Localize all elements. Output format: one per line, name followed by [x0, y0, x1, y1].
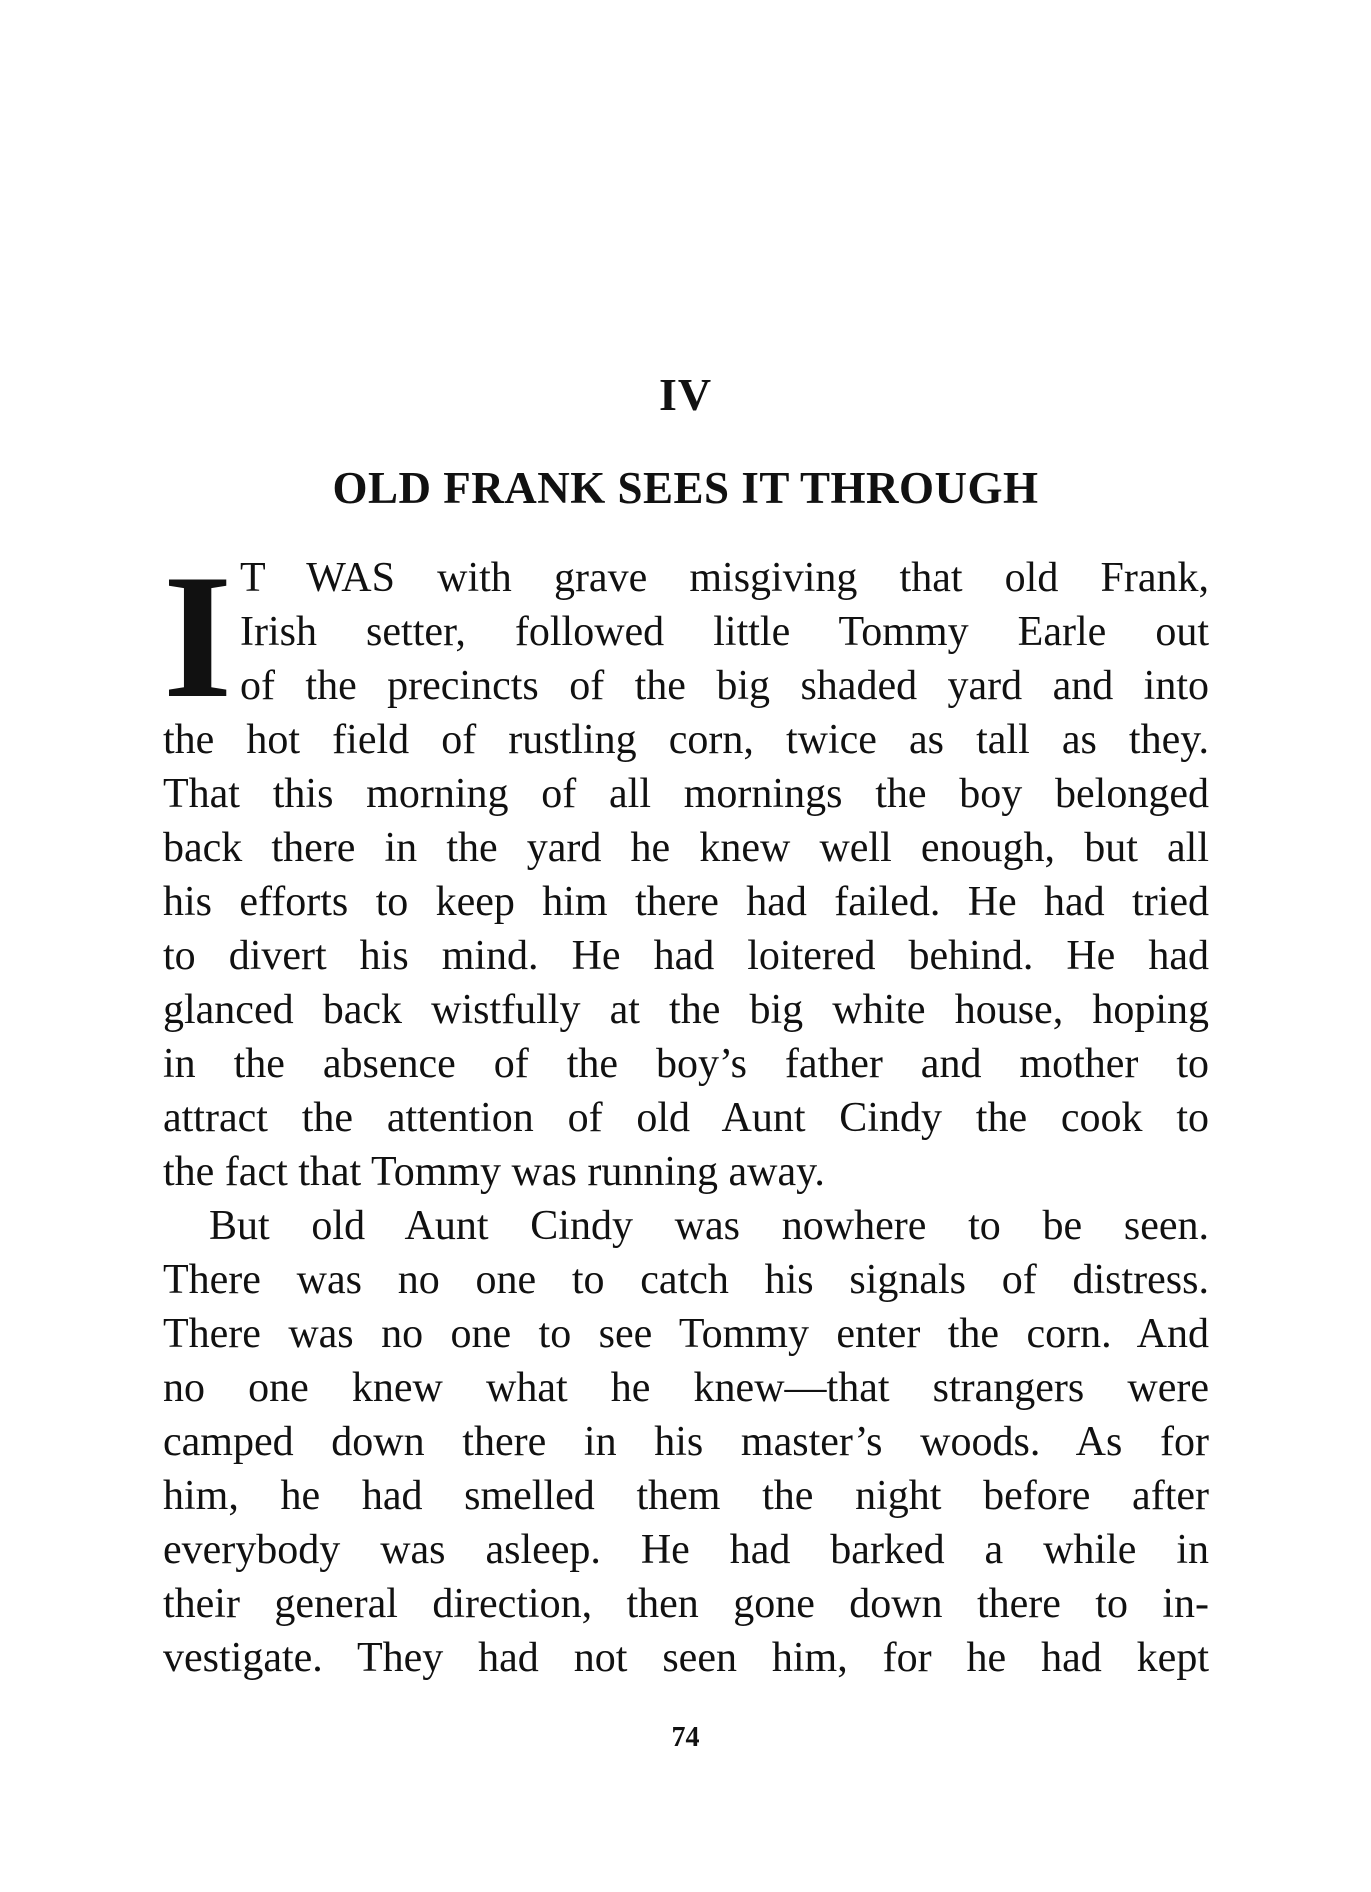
chapter-number: IV — [658, 369, 713, 420]
text-line: to divert his mind. He had loitered behind. He had — [163, 933, 1209, 979]
text-line: his efforts to keep him there had failed. He had tried — [163, 879, 1209, 925]
text-line: of the precincts of the big shaded yard and into — [240, 663, 1209, 709]
text-line: That this morning of all mornings the boy belonged — [163, 771, 1209, 817]
text-line: There was no one to catch his signals of distress. — [163, 1257, 1209, 1303]
drop-cap: I — [163, 537, 233, 735]
text-line: But old Aunt Cindy was nowhere to be seen. — [209, 1203, 1209, 1249]
text-line: their general direction, then gone down there to in- — [163, 1581, 1209, 1627]
text-line: camped down there in his master’s woods. As for — [163, 1419, 1209, 1465]
page-number: 74 — [671, 1722, 700, 1753]
text-line: the hot field of rustling corn, twice as tall as they. — [163, 717, 1209, 763]
text-line: attract the attention of old Aunt Cindy the cook to — [163, 1095, 1209, 1141]
text-line: glanced back wistfully at the big white house, hoping — [163, 987, 1209, 1033]
chapter-title: OLD FRANK SEES IT THROUGH — [332, 463, 1039, 513]
text-line: no one knew what he knew—that strangers were — [163, 1365, 1209, 1411]
text-line: There was no one to see Tommy enter the corn. And — [163, 1311, 1209, 1357]
text-line: everybody was asleep. He had barked a while in — [163, 1527, 1209, 1573]
text-line: Irish setter, followed little Tommy Earle out — [240, 609, 1209, 655]
text-line: vestigate. They had not seen him, for he had kept — [163, 1635, 1209, 1681]
text-line: in the absence of the boy’s father and mother to — [163, 1041, 1209, 1087]
body-text — [163, 537, 1209, 1685]
text-line: T WAS with grave misgiving that old Frank, — [240, 555, 1209, 601]
paragraph-1 — [163, 537, 1209, 1199]
text-line: back there in the yard he knew well enough, but all — [163, 825, 1209, 871]
text-line: him, he had smelled them the night before after — [163, 1473, 1209, 1519]
paragraph-2 — [163, 1199, 1209, 1685]
text-line: the fact that Tommy was running away. — [163, 1149, 825, 1195]
